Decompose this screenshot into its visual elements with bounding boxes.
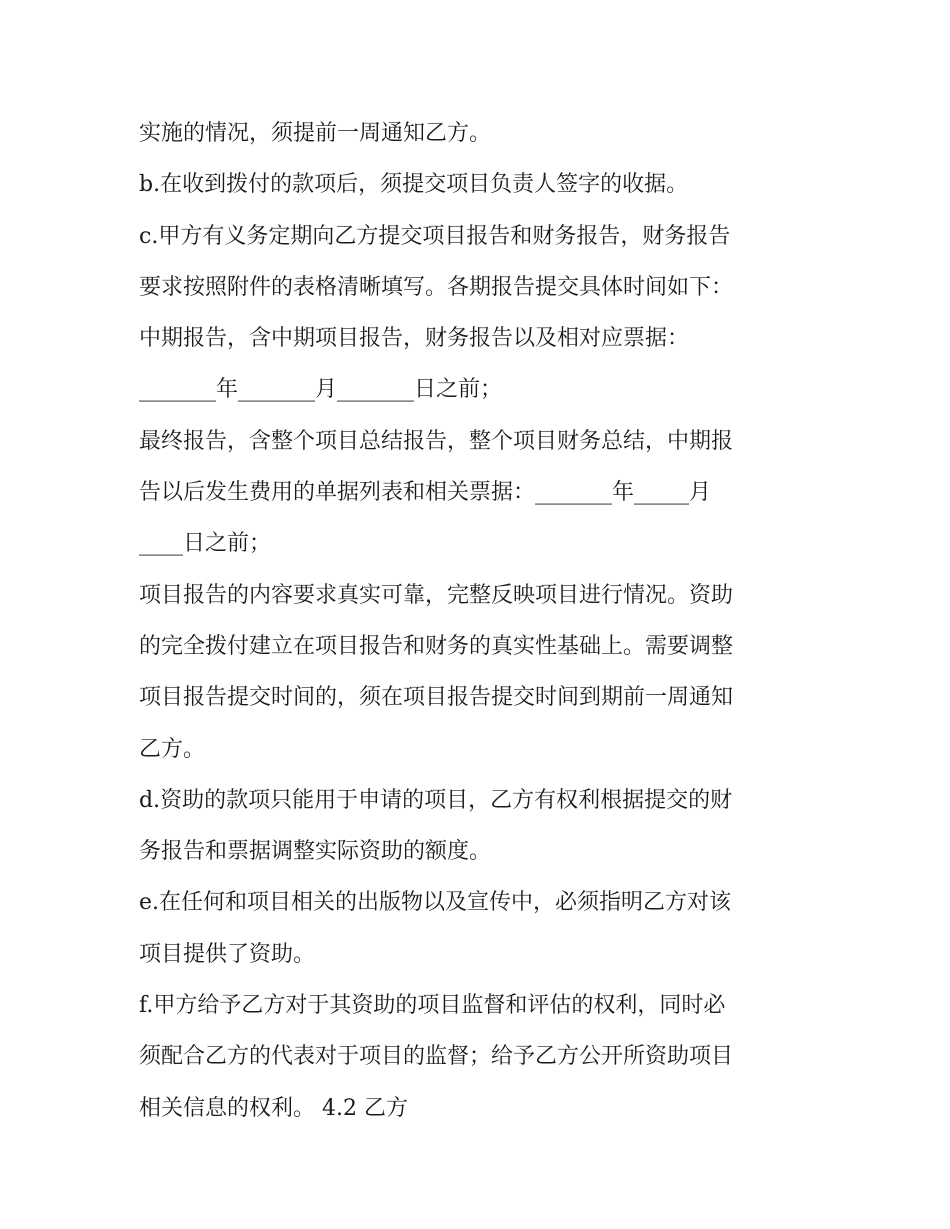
text-line: 的完全拨付建立在项目报告和财务的真实性基础上。需要调整 bbox=[139, 633, 734, 659]
text-line: 中期报告，含中期项目报告，财务报告以及相对应票据： bbox=[139, 326, 690, 352]
text-line: b.在收到拨付的款项后，须提交项目负责人签字的收据。 bbox=[139, 172, 689, 198]
text-line: _______年_______月_______日之前； bbox=[139, 377, 503, 403]
text-line: e.在任何和项目相关的出版物以及宣传中，必须指明乙方对该 bbox=[139, 890, 732, 916]
text-line: 告以后发生费用的单据列表和相关票据：_______年_____月 bbox=[139, 480, 712, 506]
text-line: 务报告和票据调整实际资助的额度。 bbox=[139, 839, 492, 865]
text-line: ____日之前； bbox=[139, 531, 272, 557]
text-line: 实施的情况，须提前一周通知乙方。 bbox=[139, 121, 492, 146]
text-line: 相关信息的权利。 4.2 乙方 bbox=[139, 1095, 408, 1121]
text-line: d.资助的款项只能用于申请的项目，乙方有权利根据提交的财 bbox=[139, 787, 733, 813]
text-line: 项目提供了资助。 bbox=[139, 941, 316, 967]
contract-body-text bbox=[139, 108, 819, 1134]
text-line: 要求按照附件的表格清晰填写。各期报告提交具体时间如下： bbox=[139, 274, 734, 300]
text-line: 项目报告的内容要求真实可靠，完整反映项目进行情况。资助 bbox=[139, 582, 734, 608]
text-line: 项目报告提交时间的，须在项目报告提交时间到期前一周通知 bbox=[139, 685, 734, 711]
text-line: c.甲方有义务定期向乙方提交项目报告和财务报告，财务报告 bbox=[139, 223, 731, 249]
text-line: 须配合乙方的代表对于项目的监督；给予乙方公开所资助项目 bbox=[139, 1044, 734, 1070]
text-line: 乙方。 bbox=[139, 736, 206, 762]
text-line: 最终报告，含整个项目总结报告，整个项目财务总结，中期报 bbox=[139, 428, 734, 454]
text-line: f.甲方给予乙方对于其资助的项目监督和评估的权利，同时必 bbox=[139, 993, 726, 1019]
